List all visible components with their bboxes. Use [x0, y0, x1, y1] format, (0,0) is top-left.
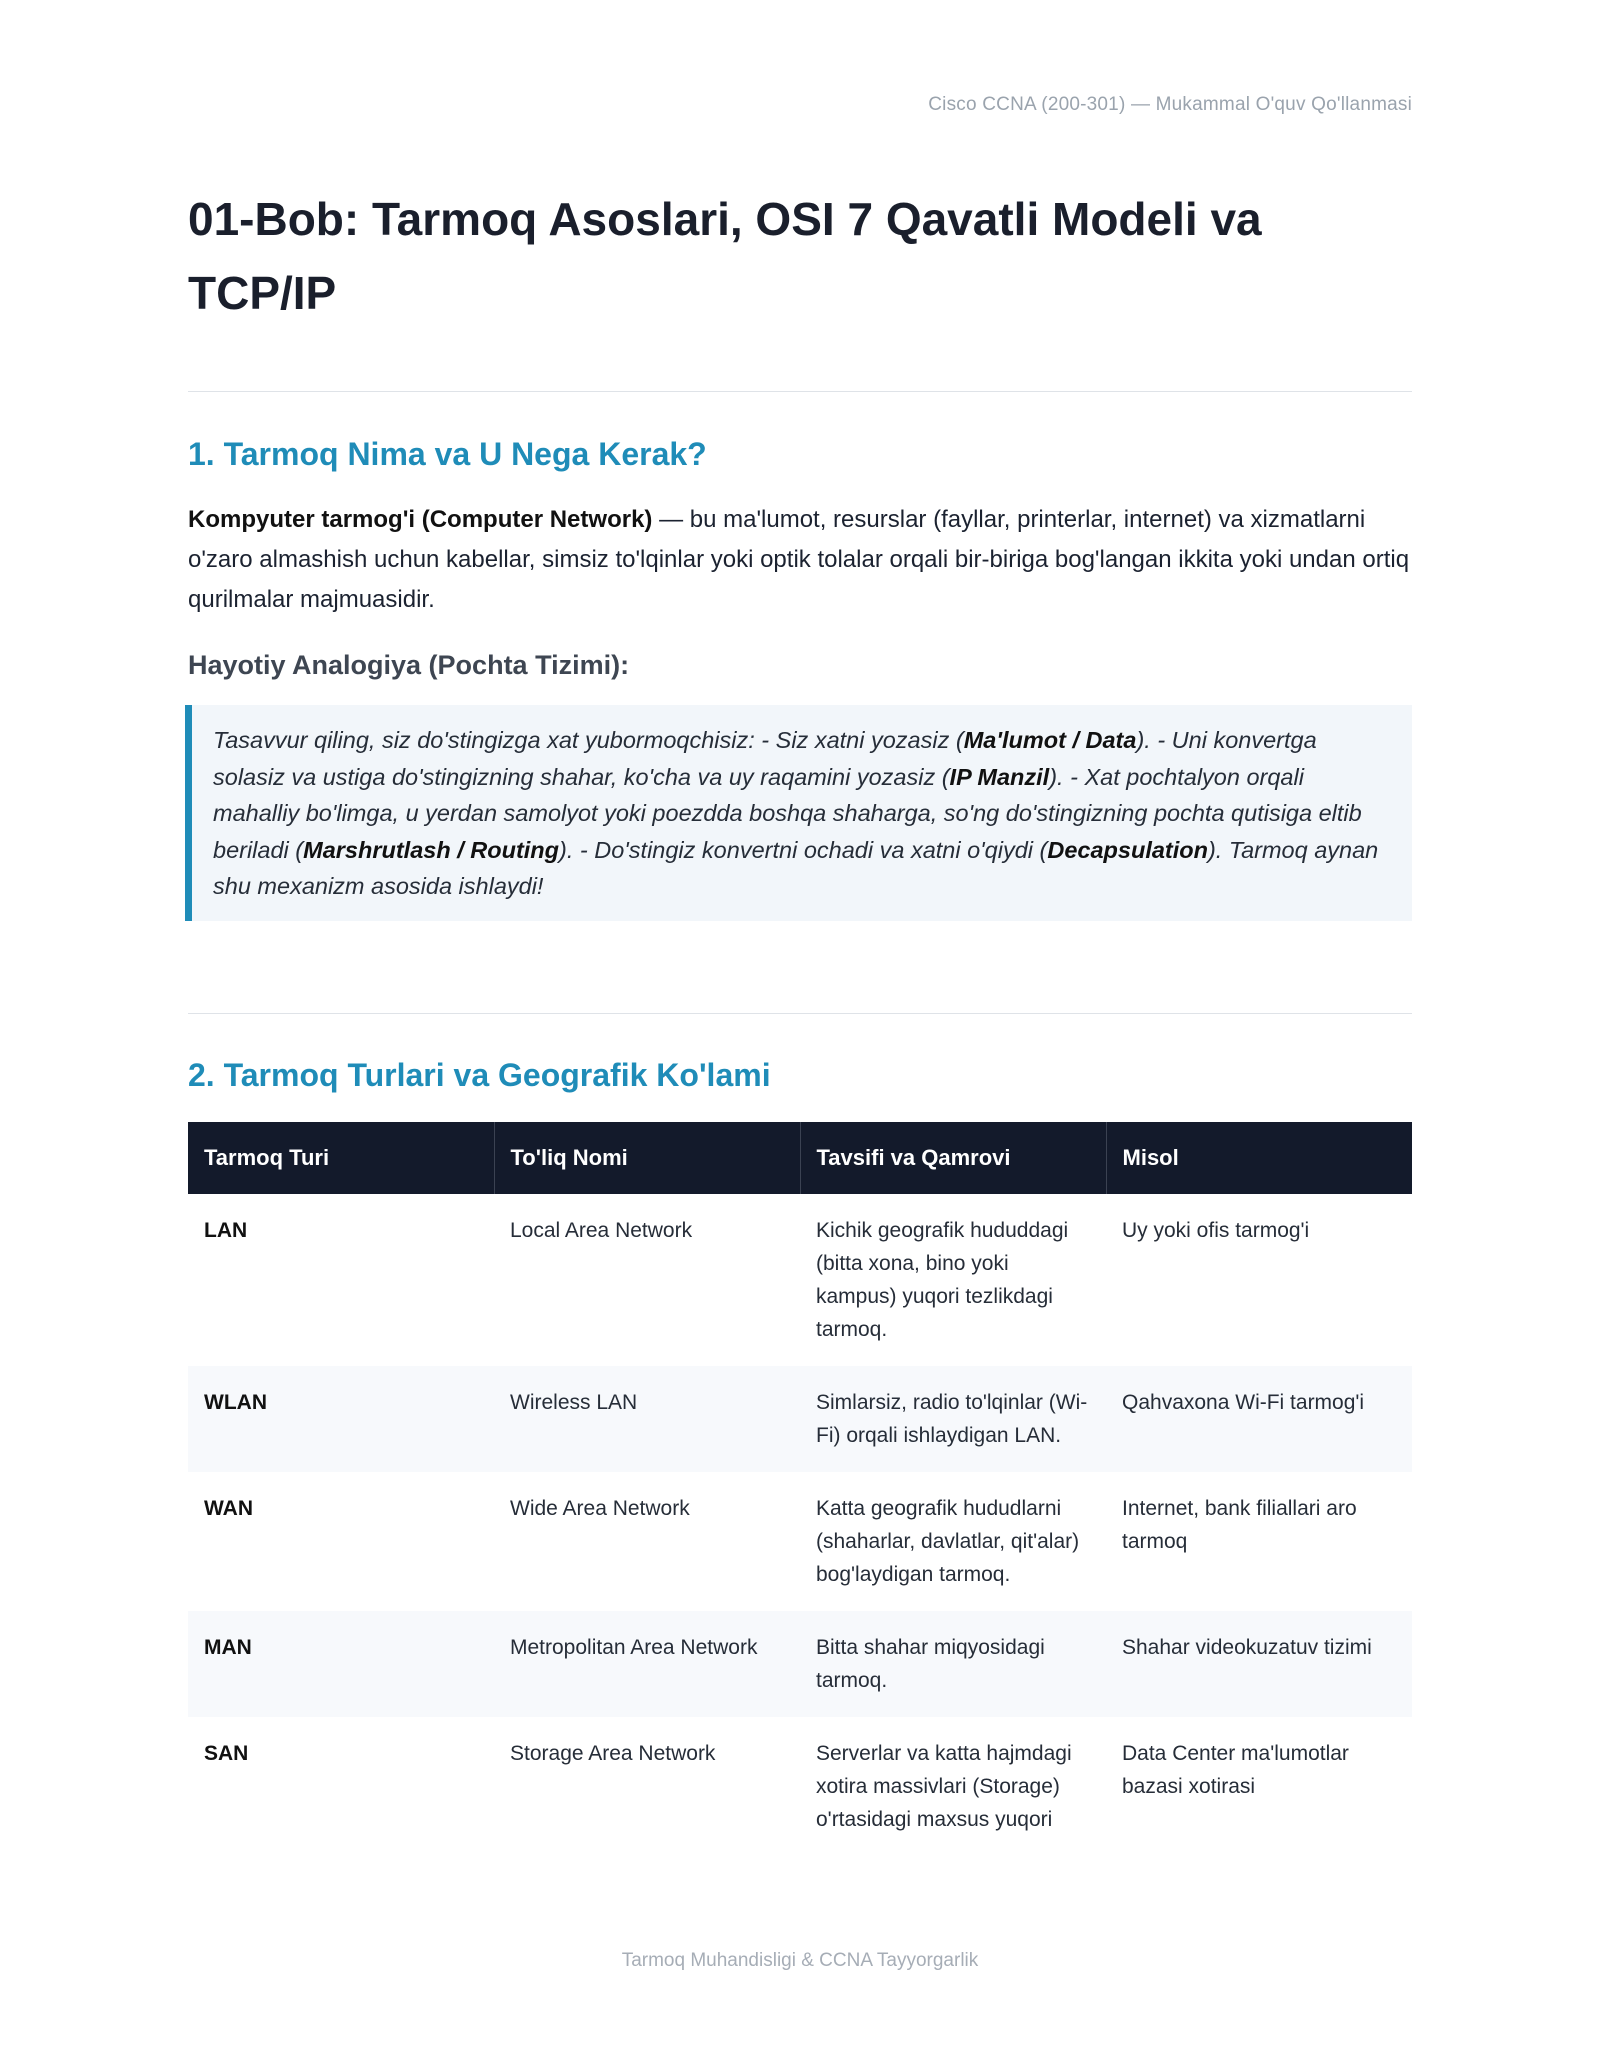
cell-description: Simlarsiz, radio to'lqinlar (Wi-Fi) orqali ishlaydigan LAN. — [800, 1366, 1106, 1472]
analogy-segment: ). - Uni konvertga solasiz va ustiga do'stingizning shahar, ko'cha va uy raqamini yozasiz ( — [213, 727, 1317, 790]
table-row — [188, 1194, 1412, 1366]
network-types-table — [188, 1122, 1412, 1856]
page-footer: Tarmoq Muhandisligi & CCNA Tayyorgarlik — [621, 1950, 979, 1971]
cell-type: LAN — [204, 1219, 248, 1242]
analogy-term-data: Ma'lumot / Data — [963, 727, 1137, 753]
cell-type: WLAN — [188, 1366, 494, 1472]
analogy-blockquote — [185, 705, 1412, 921]
analogy-term-routing: Marshrutlash / Routing — [303, 836, 560, 863]
table-row — [188, 1472, 1412, 1611]
column-header-example: Misol — [1106, 1122, 1412, 1194]
cell-full-name: Local Area Network — [510, 1219, 693, 1242]
analogy-segment: ). - Do'stingiz konvertni ochadi va xatni o'qiydi ( — [559, 836, 1048, 863]
section-1-heading: 1. Tarmoq Nima va U Nega Kerak? — [188, 436, 707, 472]
table-row — [188, 1366, 1412, 1472]
cell-full-name: Storage Area Network — [510, 1742, 716, 1765]
definition-paragraph — [188, 500, 1412, 620]
table-row — [188, 1717, 1412, 1856]
column-header-full-name: To'liq Nomi — [494, 1122, 800, 1194]
table-row — [188, 1611, 1412, 1717]
cell-full-name: Metropolitan Area Network — [494, 1611, 800, 1717]
column-header-description: Tavsifi va Qamrovi — [800, 1122, 1106, 1194]
analogy-heading: Hayotiy Analogiya (Pochta Tizimi): — [188, 650, 630, 680]
cell-example: Data Center ma'lumotlar bazasi xotirasi — [1122, 1742, 1349, 1798]
cell-example: Internet, bank filiallari aro tarmoq — [1122, 1497, 1357, 1553]
cell-type: WAN — [204, 1497, 253, 1520]
analogy-segment: Tasavvur qiling, siz do'stingizga xat yubormoqchisiz: - Siz xatni yozasiz ( — [213, 727, 964, 753]
cell-full-name: Wide Area Network — [510, 1497, 690, 1520]
analogy-segment: ). Tarmoq aynan shu mexanizm asosida ishlaydi! — [213, 836, 1379, 900]
chapter-title — [188, 182, 1412, 330]
analogy-term-decapsulation: Decapsulation — [1047, 836, 1208, 863]
column-header-type: Tarmoq Turi — [188, 1122, 494, 1194]
definition-text: — bu ma'lumot, resurslar (fayllar, printerlar, internet) va xizmatlarni o'zaro almashish uchun kabellar, simsiz to'lqinlar yoki optik tolalar orqali bir-biriga bog'langan ikkita yoki undan ortiq qurilmalar majmuasidir. — [188, 506, 1410, 613]
chapter-title-line-2: TCP/IP — [188, 267, 337, 319]
definition-term: Kompyuter tarmog'i (Computer Network) — [188, 506, 653, 533]
divider — [188, 1013, 1412, 1014]
analogy-text — [213, 722, 1388, 905]
analogy-segment: ). - Xat pochtalyon orqali mahalliy bo'limga, u yerdan samolyot yoki poezdda boshqa shaharga, so'ng do'stingizning pochta qutisiga eltib beriladi ( — [213, 763, 1362, 863]
running-header: Cisco CCNA (200-301) — Mukammal O'quv Qo'llanmasi — [928, 94, 1412, 115]
cell-example: Shahar videokuzatuv tizimi — [1106, 1611, 1412, 1717]
table-header-row — [188, 1122, 1412, 1194]
cell-type: SAN — [204, 1742, 249, 1765]
section-2-heading: 2. Tarmoq Turlari va Geografik Ko'lami — [188, 1057, 771, 1093]
cell-type: MAN — [188, 1611, 494, 1717]
cell-description: Serverlar va katta hajmdagi xotira massivlari (Storage) o'rtasidagi maxsus yuqori — [816, 1742, 1072, 1831]
chapter-title-line-1: 01-Bob: Tarmoq Asoslari, OSI 7 Qavatli Modeli va — [188, 193, 1262, 245]
cell-example: Uy yoki ofis tarmog'i — [1122, 1219, 1310, 1242]
cell-description: Katta geografik hududlarni (shaharlar, davlatlar, qit'alar) bog'laydigan tarmoq. — [816, 1497, 1080, 1586]
divider — [188, 391, 1412, 392]
cell-description: Bitta shahar miqyosidagi tarmoq. — [800, 1611, 1106, 1717]
cell-description: Kichik geografik hududdagi (bitta xona, bino yoki kampus) yuqori tezlikdagi tarmoq. — [816, 1219, 1069, 1341]
analogy-term-ip: IP Manzil — [949, 763, 1050, 790]
cell-full-name: Wireless LAN — [494, 1366, 800, 1472]
cell-example: Qahvaxona Wi-Fi tarmog'i — [1106, 1366, 1412, 1472]
